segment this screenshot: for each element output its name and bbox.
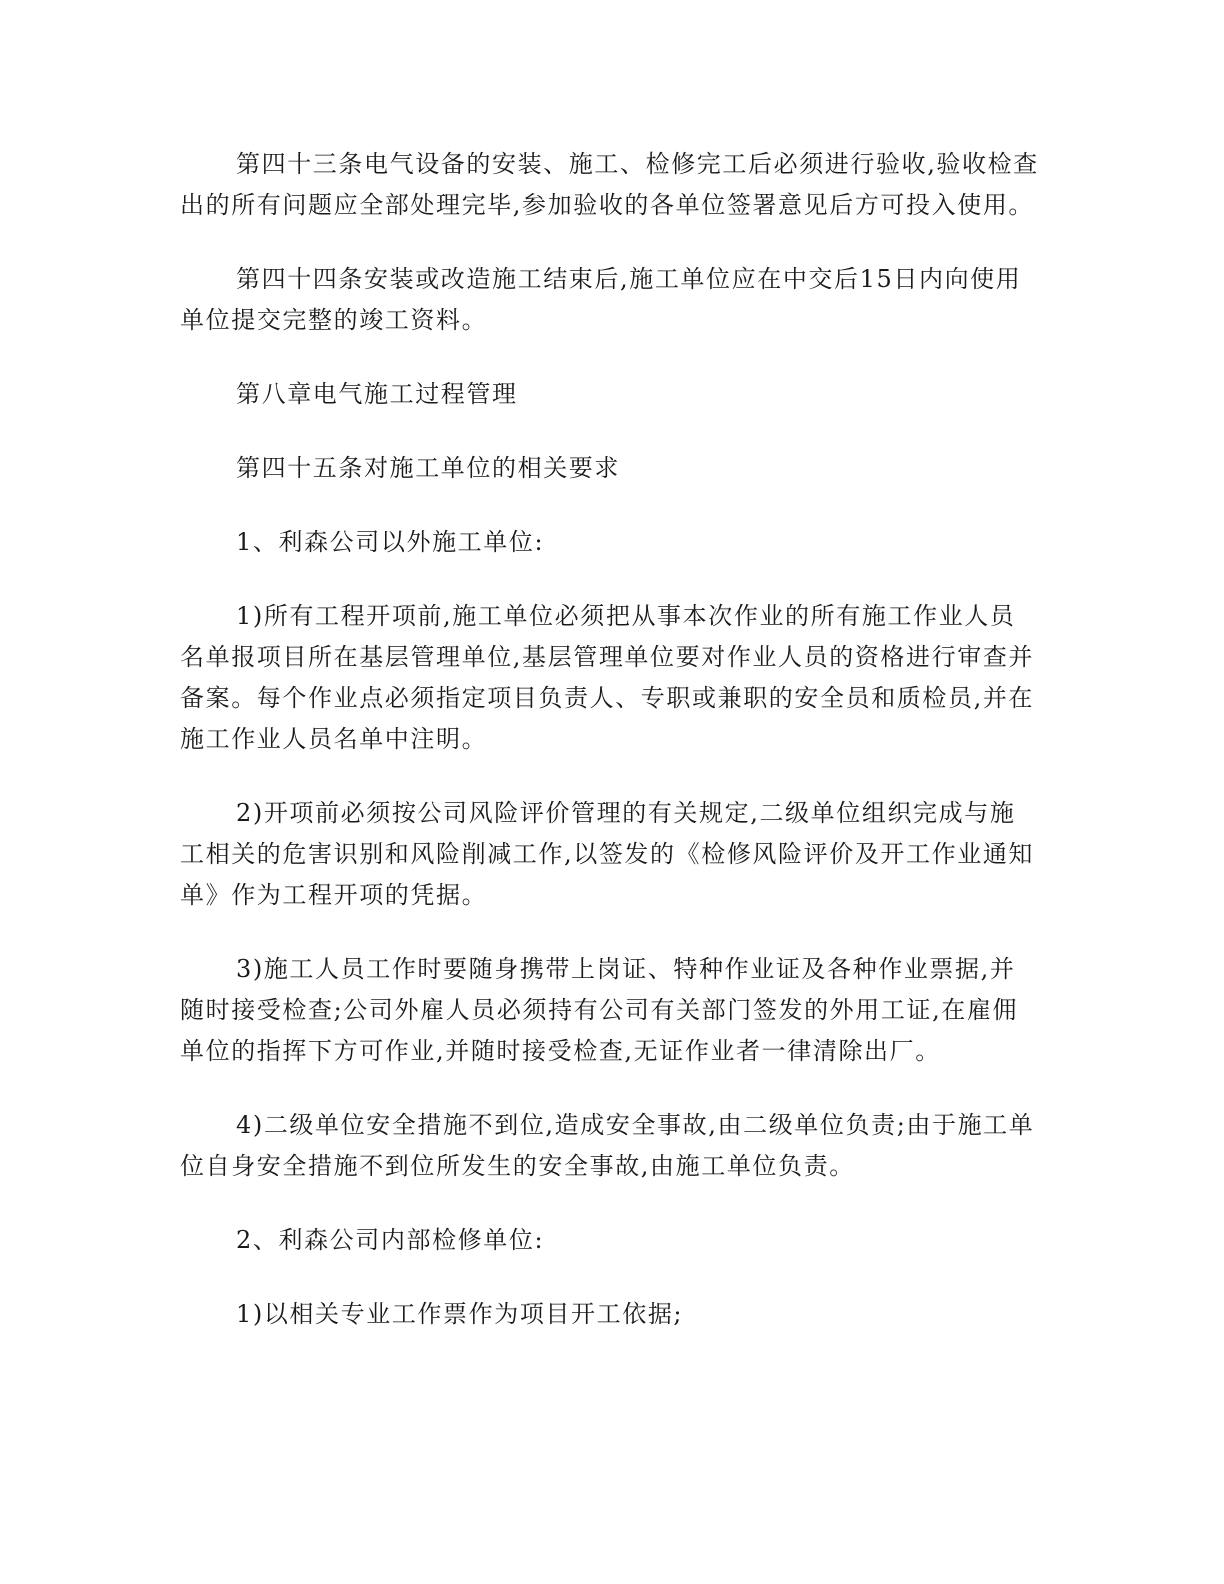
section-1-item-4: 4)二级单位安全措施不到位,造成安全事故,由二级单位负责;由于施工单位自身安全措施不到位所发生的安全事故,由施工单位负责。 <box>180 1111 1035 1180</box>
section-1-item-2: 2)开项前必须按公司风险评价管理的有关规定,二级单位组织完成与施工相关的危害识别和风险削减工作,以签发的《检修风险评价及开工作业通知单》作为工程开项的凭据。 <box>180 799 1035 909</box>
document-page <box>180 144 1040 1368</box>
article-43-paragraph: 第四十三条电气设备的安装、施工、检修完工后必须进行验收,验收检查出的所有问题应全部处理完毕,参加验收的各单位签署意见后方可投入使用。 <box>180 150 1039 219</box>
chapter-8-heading: 第八章电气施工过程管理 <box>236 380 518 408</box>
section-2-item-1: 1)以相关专业工作票作为项目开工依据; <box>236 1300 684 1328</box>
article-44-paragraph: 第四十四条安装或改造施工结束后,施工单位应在中交后15日内向使用单位提交完整的竣工资料。 <box>180 265 1022 334</box>
section-2-heading: 2、利森公司内部检修单位: <box>236 1226 545 1254</box>
section-1-item-1: 1)所有工程开项前,施工单位必须把从事本次作业的所有施工作业人员名单报项目所在基层管理单位,基层管理单位要对作业人员的资格进行审查并备案。每个作业点必须指定项目负责人、专职或兼职的安全员和质检员,并在施工作业人员名单中注明。 <box>180 602 1035 753</box>
section-1-item-3: 3)施工人员工作时要随身携带上岗证、特种作业证及各种作业票据,并随时接受检查;公司外雇人员必须持有公司有关部门签发的外用工证,在雇佣单位的指挥下方可作业,并随时接受检查,无证作业者一律清除出厂。 <box>180 955 1019 1065</box>
section-1-heading: 1、利森公司以外施工单位: <box>236 528 545 556</box>
article-45-heading: 第四十五条对施工单位的相关要求 <box>236 454 620 482</box>
